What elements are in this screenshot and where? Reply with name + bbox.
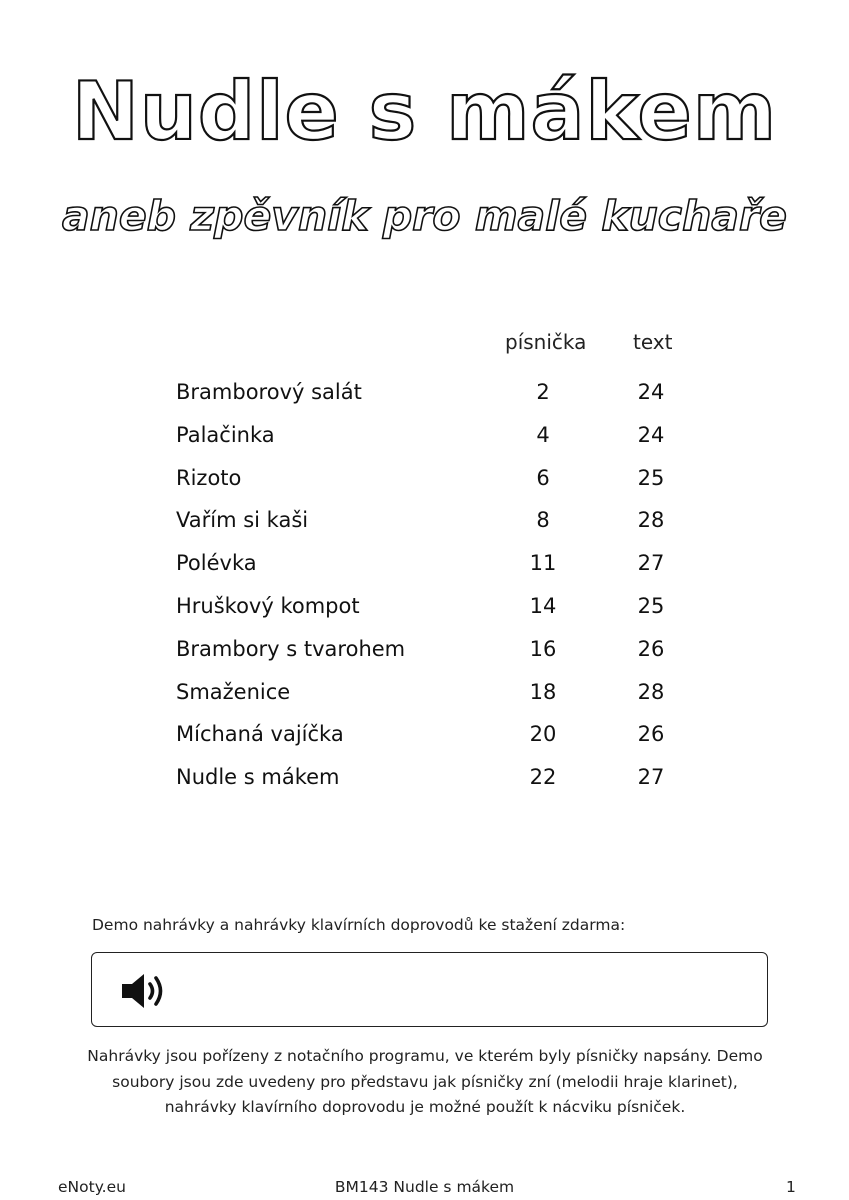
toc-text-page: 25 — [637, 465, 665, 490]
toc-row — [0, 637, 849, 680]
toc-text-page: 28 — [637, 508, 665, 533]
toc-row — [0, 680, 849, 723]
toc-row — [0, 423, 849, 466]
toc-text-page: 25 — [637, 593, 665, 618]
footer-catalog-title: BM143 Nudle s mákem — [334, 1178, 515, 1196]
toc-row — [0, 508, 849, 551]
recordings-description: Nahrávky jsou pořízeny z notačního programu, ve kterém byly písničky napsány. Demo soubory jsou zde uvedeny pro představu jak písničky zní (melodii hraje klarinet), nahrávky klavírního doprovodu je možné použít k nácviku písniček. — [87, 1047, 763, 1116]
footer-page-number: 1 — [786, 1178, 796, 1196]
toc-song-page: 8 — [536, 508, 550, 533]
toc-row — [0, 466, 849, 509]
toc-song-page: 14 — [529, 593, 557, 618]
toc-row — [0, 380, 849, 423]
toc-song-title: Bramborový salát — [176, 380, 362, 404]
toc-song-page: 16 — [529, 636, 557, 661]
toc-song-title: Míchaná vajíčka — [176, 722, 344, 747]
toc-song-title: Smaženice — [176, 679, 291, 704]
toc-song-page: 22 — [529, 765, 557, 790]
toc-song-title: Rizoto — [176, 465, 242, 490]
page-subtitle: aneb zpěvník pro malé kuchaře — [62, 192, 787, 240]
page-title: Nudle s mákem — [71, 65, 778, 158]
toc-text-page: 26 — [637, 636, 665, 661]
toc-song-title: Hruškový kompot — [176, 593, 360, 618]
toc-header-text: text — [633, 330, 673, 354]
toc-song-page: 4 — [536, 422, 550, 447]
toc-text-page: 27 — [637, 551, 665, 576]
toc-header-song: písnička — [505, 330, 587, 354]
toc-row — [0, 722, 849, 765]
toc-row — [0, 594, 849, 637]
toc-song-title: Palačinka — [176, 422, 275, 447]
toc-text-page: 26 — [637, 722, 665, 747]
toc-song-title: Polévka — [176, 551, 257, 576]
toc-row — [0, 765, 849, 808]
demo-label: Demo nahrávky a nahrávky klavírních doprovodů ke stažení zdarma: — [92, 916, 626, 934]
toc-song-page: 11 — [529, 551, 557, 576]
toc-text-page: 24 — [637, 422, 665, 447]
toc-text-page: 28 — [637, 679, 665, 704]
speaker-volume-icon[interactable] — [120, 972, 170, 1010]
toc-song-page: 20 — [529, 722, 557, 747]
toc-song-title: Nudle s mákem — [176, 765, 340, 790]
toc-song-title: Vařím si kaši — [176, 508, 309, 533]
table-of-contents — [0, 380, 849, 808]
toc-song-page: 18 — [529, 679, 557, 704]
toc-song-title: Brambory s tvarohem — [176, 636, 406, 661]
toc-row — [0, 551, 849, 594]
toc-song-page: 6 — [536, 465, 550, 490]
audio-player[interactable] — [91, 952, 768, 1027]
toc-text-page: 27 — [637, 765, 665, 790]
toc-song-page: 2 — [536, 380, 550, 404]
footer-site: eNoty.eu — [58, 1178, 126, 1196]
toc-text-page: 24 — [637, 380, 665, 404]
